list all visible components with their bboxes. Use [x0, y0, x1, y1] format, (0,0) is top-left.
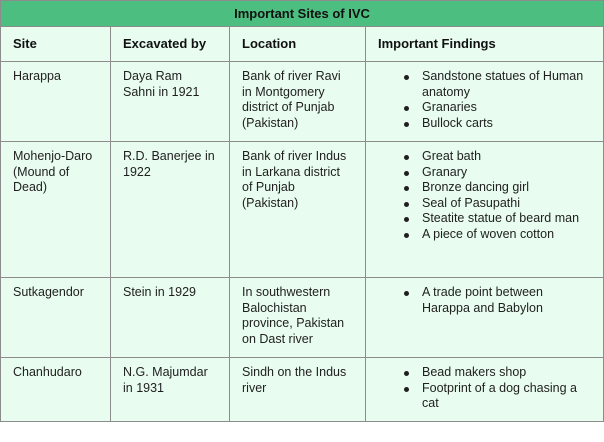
table-header-row	[1, 27, 604, 62]
excavated-by-cell: Stein in 1929	[111, 278, 230, 358]
header-important-findings: Important Findings	[366, 27, 604, 62]
site-cell: Sutkagendor	[1, 278, 111, 358]
finding-item: Seal of Pasupathi	[422, 196, 591, 212]
excavated-by-cell: Daya Ram Sahni in 1921	[111, 62, 230, 142]
finding-item: A piece of woven cotton	[422, 227, 591, 243]
location-cell: In southwestern Balochistan province, Pakistan on Dast river	[230, 278, 366, 358]
excavated-by-cell: R.D. Banerjee in 1922	[111, 142, 230, 278]
table-row	[1, 278, 604, 358]
header-site: Site	[1, 27, 111, 62]
site-cell: Mohenjo-Daro (Mound of Dead)	[1, 142, 111, 278]
findings-cell	[366, 358, 604, 422]
location-cell: Bank of river Indus in Larkana district of Punjab (Pakistan)	[230, 142, 366, 278]
site-cell: Harappa	[1, 62, 111, 142]
header-excavated-by: Excavated by	[111, 27, 230, 62]
finding-item: Steatite statue of beard man	[422, 211, 591, 227]
table-row	[1, 142, 604, 278]
finding-item: Bead makers shop	[422, 365, 591, 381]
findings-list	[378, 285, 591, 316]
findings-cell	[366, 142, 604, 278]
excavated-by-cell: N.G. Majumdar in 1931	[111, 358, 230, 422]
finding-item: Bullock carts	[422, 116, 591, 132]
table-title: Important Sites of IVC	[1, 1, 604, 27]
finding-item: Granaries	[422, 100, 591, 116]
location-cell: Bank of river Ravi in Montgomery district of Punjab (Pakistan)	[230, 62, 366, 142]
location-cell: Sindh on the Indus river	[230, 358, 366, 422]
finding-item: Great bath	[422, 149, 591, 165]
findings-list	[378, 365, 591, 412]
table-title-row	[1, 1, 604, 27]
site-cell: Chanhudaro	[1, 358, 111, 422]
header-location: Location	[230, 27, 366, 62]
finding-item: Footprint of a dog chasing a cat	[422, 381, 591, 412]
findings-list	[378, 149, 591, 242]
findings-cell	[366, 278, 604, 358]
finding-item: Sandstone statues of Human anatomy	[422, 69, 591, 100]
table-row	[1, 358, 604, 422]
findings-cell	[366, 62, 604, 142]
finding-item: A trade point between Harappa and Babylon	[422, 285, 591, 316]
finding-item: Bronze dancing girl	[422, 180, 591, 196]
table-row	[1, 62, 604, 142]
finding-item: Granary	[422, 165, 591, 181]
findings-list	[378, 69, 591, 131]
